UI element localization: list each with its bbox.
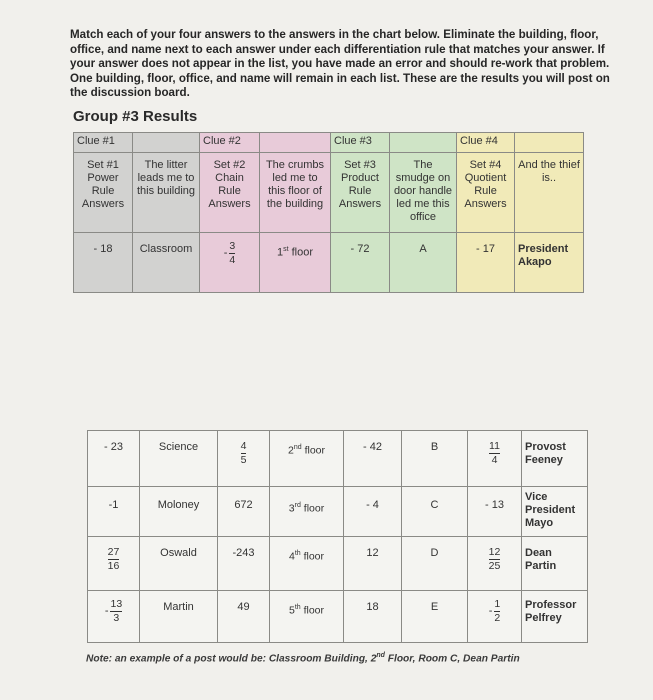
table-row [74,233,584,293]
thief-name: Dean Partin [522,537,588,591]
thief-name: Provost Feeney [522,431,588,487]
thief-name: Vice President Mayo [522,487,588,537]
building-cell: Science [140,431,218,487]
office-cell: C [402,487,468,537]
clue1-header: Clue #1 [74,133,133,153]
col-header-thief: And the thief is.. [515,153,584,233]
answer-set3: - 42 [344,431,402,487]
floor-cell: 3rd floor [270,487,344,537]
building-cell: Martin [140,591,218,643]
answer-set1: - 23 [88,431,140,487]
col-header-set4: Set #4 Quotient Rule Answers [457,153,515,233]
example-note: Note: an example of a post would be: Classroom Building, 2nd Floor, Room C, Dean Partin [86,652,520,665]
floor-cell: 5th floor [270,591,344,643]
answer-set2: -243 [218,537,270,591]
clue4-header: Clue #4 [457,133,515,153]
floor-cell: 1st floor [260,233,331,293]
floor-cell: 4th floor [270,537,344,591]
answer-set4: $\frac{11}{4}$ [468,431,522,487]
building-cell: Oswald [140,537,218,591]
instructions-text: Match each of your four answers to the answers in the chart below. Eliminate the building, floor, office, and name next to each answer under each differentiation rule that matches your answer. If your answer does not appear in the list, you have made an error and should re-work that problem. One building, floor, office, and name will remain in each list. These are the results you will post on the discussion board. [70,28,610,100]
results-table-lower [87,430,588,643]
table-row [88,537,588,591]
answer-set2: - $\frac{3}{4}$ [200,233,260,293]
col-header-office: The smudge on door handle led me this office [390,153,457,233]
col-header-set3: Set #3 Product Rule Answers [331,153,390,233]
building-cell: Moloney [140,487,218,537]
col-header-set2: Set #2 Chain Rule Answers [200,153,260,233]
building-cell: Classroom [133,233,200,293]
col-header-building: The litter leads me to this building [133,153,200,233]
col-header-set1: Set #1 Power Rule Answers [74,153,133,233]
answer-set1: -1 [88,487,140,537]
thief-name: President Akapo [515,233,584,293]
office-cell: A [390,233,457,293]
answer-set1: $\frac{27}{16}$ [88,537,140,591]
answer-set1: - $\frac{13}{3}$ [88,591,140,643]
answer-set2: 49 [218,591,270,643]
group-title: Group #3 Results [73,108,198,125]
answer-set4: - 17 [457,233,515,293]
answer-set1: - 18 [74,233,133,293]
table-row [88,431,588,487]
answer-set4: $\frac{12}{25}$ [468,537,522,591]
answer-set3: 18 [344,591,402,643]
answer-set2: 672 [218,487,270,537]
answer-set4: - 13 [468,487,522,537]
answer-set2: $\frac{4}{5}$ [218,431,270,487]
answer-set4: - $\frac{1}{2}$ [468,591,522,643]
clue2-header: Clue #2 [200,133,260,153]
answer-set3: - 4 [344,487,402,537]
office-cell: B [402,431,468,487]
table-row [88,591,588,643]
answer-set3: - 72 [331,233,390,293]
thief-name: Professor Pelfrey [522,591,588,643]
results-table-upper [73,132,584,293]
col-header-floor: The crumbs led me to this floor of the building [260,153,331,233]
clue3-header: Clue #3 [331,133,390,153]
office-cell: D [402,537,468,591]
table-row [88,487,588,537]
office-cell: E [402,591,468,643]
floor-cell: 2nd floor [270,431,344,487]
answer-set3: 12 [344,537,402,591]
